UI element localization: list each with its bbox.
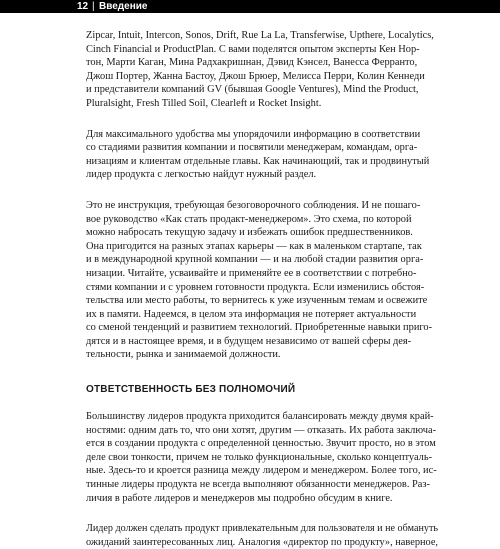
running-header [0,0,500,13]
text-line: Большинству лидеров продукта приходится балансировать между двумя край- [86,411,434,423]
paragraph-structure [86,128,438,182]
text-line: Cinch Financial и ProductPlan. С вами поделятся опытом эксперты Кен Нор- [86,43,420,55]
section-heading: ОТВЕТСТВЕННОСТЬ БЕЗ ПОЛНОМОЧИЙ [86,384,296,396]
text-line: личия в работе лидеров и менеджеров мы подробно обсудим в книге. [86,492,393,504]
text-line: Это не инструкция, требующая безоговорочного соблюдения. И не пошаго- [86,199,421,211]
text-line: тельства или место работы, то вернитесь к уже изученным темам и освежите [86,295,428,307]
text-line: и представители компаний GV (бывшая Google Ventures), Mind the Product, [86,84,419,96]
text-line: Лидер должен сделать продукт привлекательным для пользователя и не обмануть [86,523,438,535]
text-line: Pluralsight, Fresh Tilled Soil, Clearleft и Rocket Insight. [86,97,322,109]
text-line: и в международной крупной компании — и на любой стадии развития орга- [86,254,424,266]
page-number: 12 [77,1,89,12]
section-title: Введение [99,1,148,12]
paragraph-intro-companies [86,29,438,111]
text-line: тинные лидеры продукта не всегда выполняют обязанности менеджеров. Раз- [86,479,430,491]
paragraph-leader-role [86,522,438,549]
paragraph-balance [86,410,438,505]
text-line: Джош Портер, Жанна Бастоу, Джош Брюер, Мелисса Перри, Колин Кеннеди [86,70,425,82]
text-line: вое руководство «Как стать продакт-менеджером». Это схема, по которой [86,213,412,225]
paragraph-not-instruction [86,199,438,362]
text-line: Она пригодится на разных этапах карьеры — как в маленьком стартапе, так [86,240,422,252]
text-line: ожиданий заинтересованных лиц. Аналогия «директор по продукту», наверное, [86,536,439,548]
text-line: ется в создании продукта с определенной ценностью. Звучит просто, но в этом [86,438,436,450]
page-body [86,29,438,549]
text-line: ностями: одним дать то, что они хотят, другим — отказать. Их работа заключа- [86,424,437,436]
text-line: дятся и в настоящее время, и в будущем независимо от вашей сферы дея- [86,335,412,347]
text-line: деле свои тонкости, причем не только функциональные, сколько концептуаль- [86,451,433,463]
text-line: низации. Читайте, усваивайте и применяйте ее в соответствии с потребно- [86,267,417,279]
text-line: низациям и клиентам отдельные главы. Как начинающий, так и продвинутый [86,155,430,167]
text-line: тельности, рынка и занимаемой должности. [86,349,281,361]
text-line: со сменой тенденций и развитием технологий. Приобретенные навыки приго- [86,322,433,334]
text-line: можно набросать текущую задачу и избежать ошибок предшественников. [86,227,413,239]
text-line: со стадиями развития компании и посвятили менеджерам, командам, орга- [86,142,418,154]
text-line: тон, Марти Каган, Мина Радхакришнан, Дэвид Кэнсел, Ванесса Ферранто, [86,57,418,69]
header-separator: | [92,1,95,12]
text-line: их в памяти. Надеемся, в целом эта информация не потеряет актуальности [86,308,417,320]
text-line: лидер продукта с легкостью найдут нужный раздел. [86,169,317,181]
text-line: Zipcar, Intuit, Intercon, Sonos, Drift, Rue La La, Transferwise, Upthere, Localytics, [86,30,434,41]
text-line: стями компании и с уровнем готовности продукта. Если изменились обстоя- [86,281,425,293]
text-line: Для максимального удобства мы упорядочили информацию в соответствии [86,128,421,140]
text-line: ные. Здесь-то и кроется разница между лидером и менеджером. Более того, ис- [86,465,437,477]
